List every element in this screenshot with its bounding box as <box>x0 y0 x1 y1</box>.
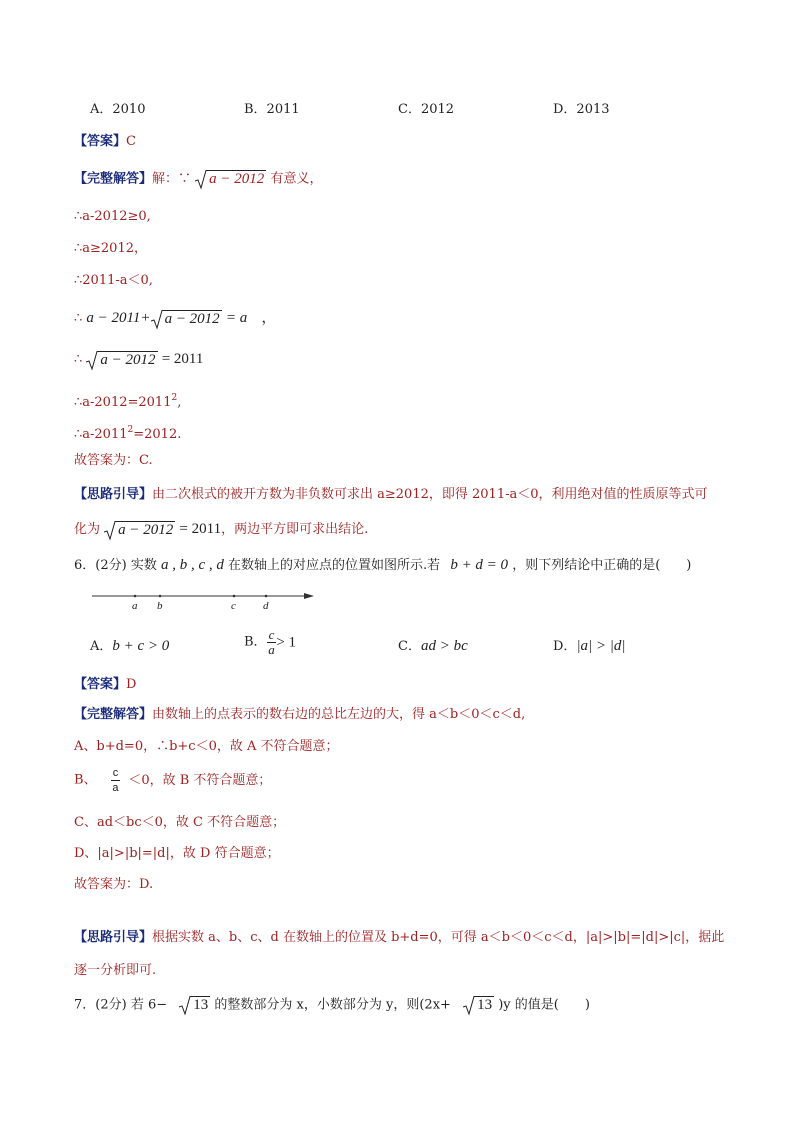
q5-step-7 <box>74 421 181 444</box>
superscript: 2 <box>171 393 178 403</box>
stem-text: 的整数部分为 x，小数部分为 y，则(2x+ <box>214 997 451 1013</box>
point-d <box>265 595 268 598</box>
q5-option-a: A．2010 <box>90 102 146 117</box>
solution-lead-text: 解：∵ <box>152 171 192 187</box>
solution-tag: 【完整解答】 <box>74 171 153 187</box>
answer-value: D <box>126 677 137 692</box>
therefore: ∴ <box>74 311 83 326</box>
numerator: c <box>112 767 119 779</box>
option-label: B． <box>244 634 267 650</box>
q5-option-c: C．2012 <box>398 102 455 117</box>
superscript: 2 <box>127 425 134 435</box>
q6-line-b <box>74 766 271 795</box>
line-b-label: B、 <box>74 772 97 788</box>
radicand: a − 2012 <box>164 310 220 327</box>
stem-text: 6．(2分) 实数 <box>74 558 157 573</box>
hint-text: ，两边平方即可求出结论. <box>221 522 369 537</box>
q5-solution-lead <box>74 170 322 189</box>
q7-stem <box>74 996 590 1015</box>
point-a <box>134 595 137 598</box>
point-c <box>233 595 236 598</box>
fraction <box>267 628 277 657</box>
label-b: b <box>157 600 163 612</box>
hint-text: 由二次根式的被开方数为非负数可求出 a≥2012，即得 2011-a＜0，利用绝对值的性质原等式可 <box>152 487 708 502</box>
sqrt-expression <box>104 521 175 539</box>
fraction <box>111 766 121 795</box>
answer-value: C <box>126 134 136 149</box>
stem-text: ，则下列结论中正确的是( ) <box>512 558 692 573</box>
q6-answer <box>74 676 136 694</box>
radicand: 13 <box>193 997 209 1013</box>
q6-line-a: A、b+d=0，∴b+c＜0，故 A 不符合题意； <box>74 739 339 754</box>
q5-step-4 <box>74 309 276 328</box>
answer-tag: 【答案】 <box>74 677 127 692</box>
number-line-arrow <box>304 593 314 599</box>
q6-conclusion: 故答案为：D. <box>74 877 154 892</box>
numerator: c <box>268 627 275 642</box>
q5-step-3: ∴2011-a＜0, <box>74 273 153 288</box>
radicand: 13 <box>477 997 493 1013</box>
q5-hint-line-1 <box>74 486 708 504</box>
stem-condition: b + d = 0 <box>450 557 509 573</box>
solution-tail: 有意义， <box>270 171 323 187</box>
stem-text: 7．(2分) 若 6− <box>74 997 168 1013</box>
option-expr: |a| > |d| <box>576 638 626 654</box>
step6-text: ∴a-2012=2011 <box>74 395 172 410</box>
step7-text: ∴a-2011 <box>74 427 128 442</box>
hint-text: 根据实数 a、b、c、d 在数轴上的位置及 b+d=0，可得 a＜b＜0＜c＜d，|a|>|b|=|d|>|c|，据此 <box>152 930 725 945</box>
number-line-figure <box>92 588 316 614</box>
radicand: a − 2012 <box>118 521 174 538</box>
q5-step-1: ∴a-2012≥0, <box>74 209 151 224</box>
sqrt-expression <box>179 996 210 1014</box>
label-a: a <box>132 600 138 612</box>
option-expr: b + c > 0 <box>112 638 170 654</box>
denominator: a <box>268 642 275 657</box>
denominator: a <box>112 782 119 794</box>
answer-tag: 【答案】 <box>74 134 127 149</box>
q6-option-d <box>553 637 626 656</box>
option-expr: > 1 <box>276 634 297 651</box>
q6-option-b <box>244 628 296 657</box>
option-label: C． <box>398 639 421 654</box>
expr-end: ， <box>261 310 277 326</box>
hint-tag: 【思路引导】 <box>74 930 153 945</box>
solution-tag: 【完整解答】 <box>74 707 153 722</box>
stem-vars: a , b , c , d <box>160 557 224 573</box>
option-label: D． <box>553 639 577 654</box>
q5-hint-line-2 <box>74 520 368 539</box>
sqrt-expression <box>151 310 222 328</box>
sqrt-expression <box>86 351 157 369</box>
q6-line-d: D、|a|>|b|=|d|，故 D 符合题意； <box>74 846 280 861</box>
radicand: a − 2012 <box>209 171 265 187</box>
q5-option-b: B．2011 <box>244 102 300 117</box>
hint-tag: 【思路引导】 <box>74 487 153 502</box>
radicand: a − 2012 <box>100 351 156 368</box>
q5-step-2: ∴a≥2012， <box>74 241 147 256</box>
therefore: ∴ <box>74 352 83 367</box>
step6-end: , <box>177 395 182 410</box>
expr-right: = a <box>225 310 248 326</box>
q5-step-6 <box>74 389 181 412</box>
label-d: d <box>263 600 269 612</box>
sqrt-expression <box>195 170 266 188</box>
q6-solution-lead <box>74 706 525 724</box>
q6-option-c <box>398 637 468 656</box>
q5-option-d: D．2013 <box>553 102 610 117</box>
q5-answer <box>74 133 136 151</box>
stem-text: 在数轴上的对应点的位置如图所示.若 <box>228 558 441 573</box>
q6-hint-line-2: 逐一分析即可. <box>74 963 157 978</box>
stem-text: )y 的值是( ) <box>498 997 590 1013</box>
expr-left: a − 2011+ <box>86 310 151 326</box>
expr-right: = 2011 <box>179 521 222 537</box>
q6-line-c: C、ad＜bc＜0，故 C 不符合题意； <box>74 815 286 830</box>
line-b-text: ＜0，故 B 不符合题意； <box>128 772 272 788</box>
label-c: c <box>231 600 236 612</box>
point-b <box>159 595 162 598</box>
solution-lead-text: 由数轴上的点表示的数右边的总比左边的大，得 a＜b＜0＜c＜d, <box>152 707 526 722</box>
expr-right: = 2011 <box>161 351 204 367</box>
sqrt-expression <box>463 996 494 1014</box>
step7-end: =2012. <box>133 427 182 442</box>
option-expr: ad > bc <box>420 638 468 654</box>
hint-text: 化为 <box>74 522 101 537</box>
q6-stem <box>74 556 691 575</box>
q5-step-5 <box>74 350 203 369</box>
q5-conclusion: 故答案为：C. <box>74 453 153 468</box>
q6-option-a <box>90 637 169 656</box>
q6-hint-line-1 <box>74 929 724 947</box>
option-label: A． <box>90 639 113 654</box>
